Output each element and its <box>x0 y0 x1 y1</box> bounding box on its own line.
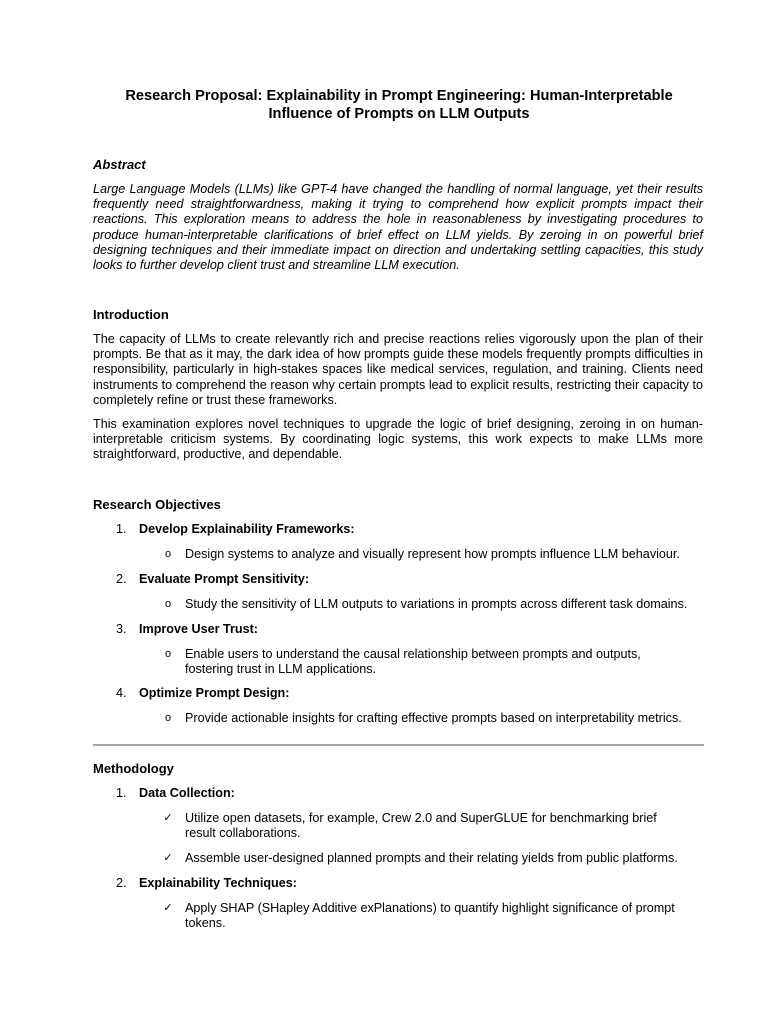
bullet-text: Apply SHAP (SHapley Additive exPlanations) to quantify highlight significance of prompt tokens. <box>185 901 675 931</box>
list-number: 4. <box>116 686 127 700</box>
methodology-title: Data Collection: <box>139 786 235 800</box>
hollow-bullet-icon: o <box>164 598 172 610</box>
checkmark-icon: ✓ <box>163 812 173 824</box>
bullet-text: Enable users to understand the causal relationship between prompts and outputs, fostering trust in LLM applications. <box>185 647 641 677</box>
objective-title: Improve User Trust: <box>139 622 258 636</box>
section-divider <box>93 744 704 746</box>
methodology-title: Explainability Techniques: <box>139 876 297 890</box>
methodology-heading: Methodology <box>93 761 174 776</box>
research-objectives-heading: Research Objectives <box>93 497 221 512</box>
objective-title: Develop Explainability Frameworks: <box>139 522 355 536</box>
list-number: 1. <box>116 786 127 800</box>
list-number: 1. <box>116 522 127 536</box>
abstract-heading: Abstract <box>93 157 146 172</box>
introduction-heading: Introduction <box>93 307 169 322</box>
introduction-paragraph-2: This examination explores novel techniques to upgrade the logic of brief designing, zeroing in on human-interpretable criticism systems. By coordinating logic systems, this work expects to make LLMs more straightforward, productive, and dependable. <box>93 417 703 462</box>
checkmark-icon: ✓ <box>163 852 173 864</box>
bullet-text: Provide actionable insights for crafting effective prompts based on interpretability metrics. <box>185 711 682 725</box>
objective-title: Optimize Prompt Design: <box>139 686 290 700</box>
objective-title: Evaluate Prompt Sensitivity: <box>139 572 310 586</box>
bullet-text: Design systems to analyze and visually represent how prompts influence LLM behaviour. <box>185 547 680 561</box>
checkmark-icon: ✓ <box>163 902 173 914</box>
hollow-bullet-icon: o <box>164 648 172 660</box>
list-number: 2. <box>116 572 127 586</box>
bullet-text: Assemble user-designed planned prompts and their relating yields from public platforms. <box>185 851 678 865</box>
document-title: Research Proposal: Explainability in Prompt Engineering: Human-Interpretable Influence of Prompts on LLM Outputs <box>125 88 673 122</box>
abstract-text: Large Language Models (LLMs) like GPT-4 have changed the handling of normal language, yet their results frequently need straightforwardness, making it trying to comprehend how explicit prompts impact their reactions. This exploration means to address the hole in reasonableness by investigating procedures to produce human-interpretable clarifications of brief effect on LLM yields. By zeroing in on powerful brief designing techniques and their immediate impact on direction and undertaking settling capacities, this study looks to further develop client trust and streamline LLM execution. <box>93 182 703 273</box>
bullet-text: Study the sensitivity of LLM outputs to variations in prompts across different task domains. <box>185 597 688 611</box>
list-number: 2. <box>116 876 127 890</box>
hollow-bullet-icon: o <box>164 548 172 560</box>
hollow-bullet-icon: o <box>164 712 172 724</box>
list-number: 3. <box>116 622 127 636</box>
bullet-text: Utilize open datasets, for example, Crew 2.0 and SuperGLUE for benchmarking brief result collaborations. <box>185 811 657 841</box>
introduction-paragraph-1: The capacity of LLMs to create relevantly rich and precise reactions relies vigorously upon the plan of their prompts. Be that as it may, the dark idea of how prompts guide these models frequently prompts difficulties in responsibility, particularly in high-stakes spaces like medical services, regulation, and training. Clients need instruments to comprehend the reason why certain prompts lead to explicit results, restricting their capacity to completely refine or trust these frameworks. <box>93 332 703 407</box>
